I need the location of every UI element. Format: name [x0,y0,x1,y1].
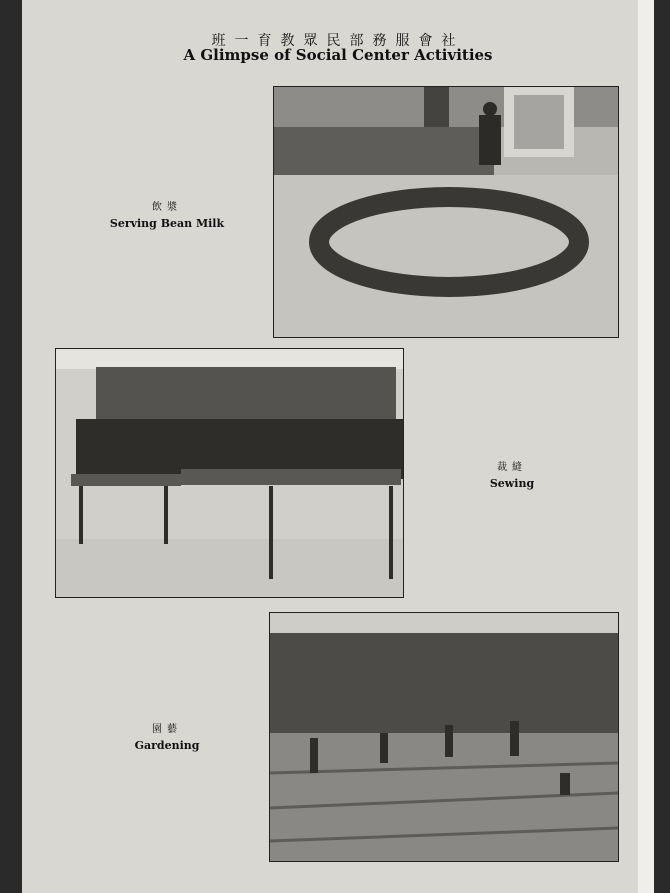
page-title-english: A Glimpse of Social Center Activities [183,46,493,64]
gardening-photo [269,612,619,862]
magazine-page [22,0,654,893]
bean-milk-caption-en: Serving Bean Milk [109,217,225,230]
sewing-caption-en: Sewing [489,477,535,490]
page-edge [638,0,654,893]
sewing-caption-zh: 裁縫 [497,462,527,473]
sewing-caption [442,458,582,490]
bean-milk-caption-zh: 飲漿 [152,202,182,213]
gardening-caption [82,720,252,752]
gardening-caption-zh: 園藝 [152,724,182,735]
page-title-chinese: 班一育教眾民部務服會社 [211,33,465,49]
bean-milk-photo [273,86,619,338]
gardening-caption-en: Gardening [134,739,200,752]
sewing-photo [55,348,404,598]
bean-milk-caption [82,198,252,230]
